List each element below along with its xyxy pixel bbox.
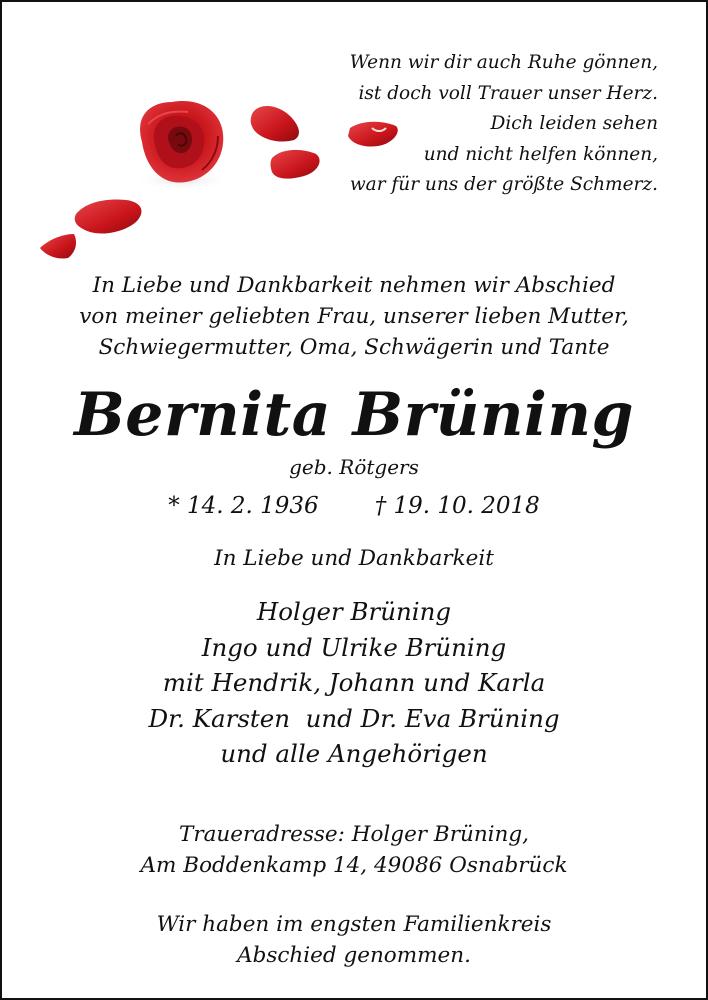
love-line: In Liebe und Dankbarkeit — [214, 546, 494, 571]
address-line: Traueradresse: Holger Brüning, — [179, 822, 529, 847]
poem-line: Dich leiden sehen — [490, 113, 658, 134]
mourner-line: Dr. Karsten und Dr. Eva Brüning — [148, 703, 560, 733]
poem-line: Wenn wir dir auch Ruhe gönnen, — [349, 52, 658, 73]
mourning-address — [2, 819, 706, 881]
poem-line: war für uns der größte Schmerz. — [349, 174, 658, 195]
petal-icon — [251, 106, 299, 142]
death-date: † 19. 10. 2018 — [374, 493, 540, 519]
life-dates — [2, 491, 706, 521]
mourners-list — [2, 594, 706, 772]
mourner-line: Ingo und Ulrike Brüning — [201, 632, 507, 662]
poem-line: und nicht helfen können, — [423, 143, 658, 165]
maiden-name: geb. Rötgers — [289, 455, 419, 479]
petal-icon — [40, 234, 76, 259]
deceased-name: Bernita Brüning — [74, 380, 634, 450]
birth-date: * 14. 2. 1936 — [168, 493, 319, 519]
petal-icon — [271, 150, 320, 179]
petal-icon — [75, 200, 142, 234]
closing-line: Abschied genommen. — [237, 943, 471, 968]
poem-verse — [328, 48, 658, 201]
poem-line: ist doch voll Trauer unser Herz. — [358, 82, 658, 104]
closing-note — [2, 909, 706, 971]
closing-line: Wir haben im engsten Familienkreis — [156, 912, 552, 937]
mourner-line: mit Hendrik, Johann und Karla — [162, 668, 546, 697]
farewell-intro — [2, 270, 706, 363]
mourner-line: Holger Brüning — [256, 597, 452, 626]
intro-line: Schwiegermutter, Oma, Schwägerin und Tante — [98, 335, 610, 360]
rose-icon — [134, 101, 230, 190]
address-line: Am Boddenkamp 14, 49086 Osnabrück — [140, 853, 568, 878]
intro-line: In Liebe und Dankbarkeit nehmen wir Abschied — [92, 273, 616, 298]
mourner-line: und alle Angehörigen — [220, 739, 488, 768]
intro-line: von meiner geliebten Frau, unserer lieben Mutter, — [79, 304, 629, 329]
